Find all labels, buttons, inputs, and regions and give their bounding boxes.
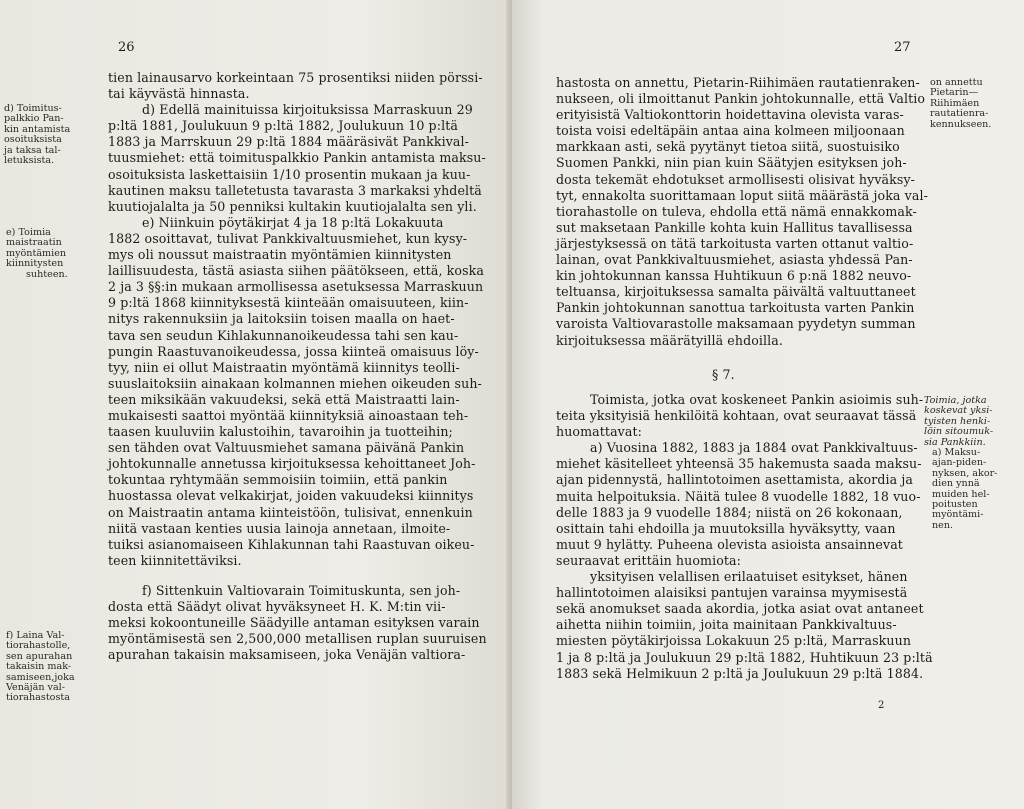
text-line: tuusmiehet: että toimituspalkkio Pankin antamista maksu-: [108, 150, 486, 166]
text-line: delle 1883 ja 9 vuodelle 1884; niistä on 26 kokonaan,: [556, 504, 903, 520]
text-line: 1 ja 8 p:ltä ja Joulukuun 29 p:ltä 1882, Huhtikuun 23 p:ltä: [556, 649, 933, 665]
margin-note-line: tiorahastolle,: [6, 640, 71, 652]
margin-note-line: f) Laina Val-: [6, 630, 65, 641]
margin-note-line: muiden hel-: [932, 488, 990, 500]
text-line: laillisuudesta, tästä asiasta siihen päätökseen, että, koska: [108, 263, 484, 279]
text-line: osoituksista laskettaisiin 1/10 prosentin mukaan ja kuu-: [108, 166, 471, 182]
text-line: osittain tahi ehdoilla ja muutoksilla hyväksytty, vaan: [556, 520, 896, 536]
text-line: hastosta on annettu, Pietarin-Riihimäen rautatienraken-: [556, 75, 920, 90]
margin-note-line: samiseen,joka: [6, 671, 75, 683]
text-line: on Maistraatin antama kiinteistöön, tulisivat, ennenkuin: [108, 504, 473, 520]
text-line: tai käyvästä hinnasta.: [108, 86, 250, 102]
margin-note-line: myöntämi-: [932, 509, 984, 521]
text-line: 9 p:ltä 1868 kiinnityksestä kiinteään omaisuuteen, kiin-: [108, 295, 469, 311]
text-line: sut maksetaan Pankille kohta kuin Hallitus tavallisessa: [556, 219, 913, 235]
text-line: d) Edellä mainituissa kirjoituksissa Marraskuun 29: [142, 102, 473, 118]
margin-note-line: suhteen.: [26, 268, 68, 280]
page-number-left: 26: [118, 40, 135, 55]
text-line: kuutiojalalta ja 50 penniksi kultakin kuutiojalalta sen yli.: [108, 198, 477, 214]
margin-note-toimia: [924, 396, 993, 448]
text-line: teita yksityisiä henkilöitä kohtaan, ovat seuraavat tässä: [556, 408, 917, 424]
margin-note-line: tyisten henki-: [924, 415, 991, 427]
right-page-text: [556, 75, 928, 349]
margin-note-line: d) Toimitus-: [4, 103, 62, 114]
text-line: tien lainausarvo korkeintaan 75 prosentiksi niiden pörssi-: [108, 70, 483, 85]
text-line: sekä anomukset saada akordia, jotka asiat ovat antaneet: [556, 601, 924, 617]
text-line: miehet käsitelleet yhteensä 35 hakemusta saada maksu-: [556, 456, 922, 472]
margin-note-line: osoituksista: [4, 134, 62, 146]
text-line: tokuntaa ryhtymään semmoisiin toimiin, että pankin: [108, 472, 448, 488]
text-line: 2 ja 3 §§:in mukaan armollisessa asetuksessa Marraskuun: [108, 279, 484, 295]
text-line: f) Sittenkuin Valtiovarain Toimituskunta, sen joh-: [142, 582, 461, 598]
text-line: yksityisen velallisen erilaatuiset esitykset, hänen: [590, 569, 908, 585]
text-line: varoista Valtiovarastolle maksamaan pyydetyn summan: [556, 316, 916, 332]
margin-note-line: maistraatin: [6, 237, 62, 249]
right-page: [512, 0, 1024, 809]
margin-note-line: myöntämien: [6, 247, 67, 259]
text-line: tyt, ennakolta suorittamaan loput siitä määrästä joka val-: [556, 187, 928, 203]
margin-note-line: Riihimäen: [930, 97, 980, 109]
text-line: huostassa olevat velkakirjat, joiden vakuudeksi kiinnitys: [108, 488, 474, 504]
page-number-right: 27: [894, 40, 911, 55]
text-line: tyy, niin ei ollut Maistraatin myöntämä kiinnitys teolli-: [108, 359, 460, 375]
text-line: Pankin johtokunnan sanottua tarkoitusta varten Pankin: [556, 300, 915, 316]
margin-note-line: dien ynnä: [932, 478, 980, 490]
margin-note-line: kin antamista: [4, 123, 71, 135]
text-line: lainan, ovat Pankkivaltuusmiehet, asiasta yhdessä Pan-: [556, 252, 913, 268]
text-line: teltuansa, kirjoituksessa samalta päivältä valtuuttaneet: [556, 284, 916, 300]
text-line: teen miksikään vakuudeksi, sekä että Maistraatti lain-: [108, 391, 460, 407]
text-line: muita helpoituksia. Näitä tulee 8 vuodelle 1882, 18 vuo-: [556, 488, 921, 504]
margin-note-line: nyksen, akor-: [932, 467, 998, 479]
margin-note-line: rautatienra-: [930, 108, 989, 120]
margin-note-a: [932, 448, 997, 531]
text-line: taasen kuuluviin kalustoihin, tavaroihin ja tuotteihin;: [108, 424, 453, 440]
text-line: p:ltä 1881, Joulukuun 9 p:ltä 1882, Joulukuun 10 p:ltä: [108, 118, 458, 134]
text-line: markkaan asti, sekä pyytänyt tietoa siitä, suostuisiko: [556, 139, 900, 155]
section-heading: § 7.: [712, 367, 735, 382]
margin-note-line: kiinnitysten: [6, 258, 64, 270]
margin-note-line: Pietarin—: [930, 87, 979, 99]
text-line: e) Niinkuin pöytäkirjat 4 ja 18 p:ltä Lokakuuta: [142, 214, 444, 230]
margin-note-line: Venäjän val-: [6, 682, 65, 694]
text-line: nukseen, oli ilmoittanut Pankin johtokunnalle, että Valtio: [556, 91, 926, 107]
text-line: 1883 ja Marrskuun 29 p:ltä 1884 määräsivät Pankkival-: [108, 134, 470, 150]
margin-note-line: löin sitoumuk-: [924, 426, 994, 438]
text-line: a) Vuosina 1882, 1883 ja 1884 ovat Pankkivaltuus-: [590, 440, 918, 456]
text-line: kin johtokunnan kanssa Huhtikuun 6 p:nä 1882 neuvo-: [556, 268, 912, 284]
text-line: nitys rakennuksiin ja laitoksiin toisen maalla on haet-: [108, 311, 455, 327]
text-line: niitä vastaan kenties uusia lainoja annetaan, ilmoite-: [108, 520, 451, 536]
text-line: johtokunnalle annetussa kirjoituksessa kehoittaneet Joh-: [108, 456, 476, 472]
text-line: 1883 sekä Helmikuun 2 p:ltä ja Joulukuun 29 p:ltä 1884.: [556, 665, 924, 681]
margin-note-railway: [930, 78, 991, 130]
text-line: dosta tekemät ehdotukset armollisesti olisivat hyväksy-: [556, 171, 916, 187]
margin-note-line: nen.: [932, 519, 954, 531]
text-line: aihetta niihin toimiin, joita mainitaan Pankkivaltuus-: [556, 617, 897, 633]
text-line: miesten pöytäkirjoissa Lokakuun 25 p:ltä, Marraskuun: [556, 633, 912, 649]
margin-note-line: sen apurahan: [6, 650, 73, 662]
text-line: suuslaitoksiin ainakaan kolmannen miehen oikeuden suh-: [108, 375, 482, 391]
margin-note-d: [4, 104, 70, 166]
text-line: seuraavat erittäin huomiota:: [556, 552, 741, 568]
signature-mark: 2: [878, 700, 885, 711]
text-line: mys oli noussut maistraatin myöntämien kiinnitysten: [108, 247, 452, 263]
text-line: hallintotoimen alaisiksi pantujen varainsa myymisestä: [556, 585, 908, 601]
margin-note-line: sia Pankkiin.: [924, 436, 986, 448]
left-page-text: [108, 70, 487, 663]
text-line: apurahan takaisin maksamiseen, joka Venäjän valtiora-: [108, 647, 466, 663]
text-line: järjestyksessä on tätä tarkoitusta varten ottanut valtio-: [556, 235, 914, 251]
margin-note-f: [6, 631, 75, 704]
text-line: Toimista, jotka ovat koskeneet Pankin asioimis suh-: [590, 392, 924, 407]
text-line: pungin Raastuvanoikeudessa, jossa kiinteä omaisuus löy-: [108, 343, 479, 359]
margin-note-line: a) Maksu-: [932, 447, 981, 458]
text-line: meksi kokoontuneille Säädyille antaman esityksen varain: [108, 615, 480, 631]
margin-note-line: on annettu: [930, 77, 983, 88]
text-line: kautinen maksu talletetusta tavarasta 3 markaksi yhdeltä: [108, 182, 482, 198]
text-line: myöntämisestä sen 2,500,000 metallisen ruplan suuruisen: [108, 631, 487, 647]
text-line: tuiksi asianomaiseen Kihlakunnan tahi Raastuvan oikeu-: [108, 536, 475, 552]
text-line: 1882 osoittavat, tulivat Pankkivaltuusmiehet, kun kysy-: [108, 230, 468, 246]
text-line: erityisistä Valtiokonttorin hoidettavina olevista varas-: [556, 107, 904, 123]
right-page-text-2: [556, 392, 933, 682]
margin-note-line: takaisin mak-: [6, 661, 72, 673]
text-line: toista voisi edeltäpäin antaa aina kolmeen miljoonaan: [556, 123, 905, 139]
text-line: tiorahastolle on tuleva, ehdolla että nämä ennakkomak-: [556, 203, 917, 219]
margin-note-line: poitusten: [932, 499, 978, 511]
margin-note-line: e) Toimia: [6, 227, 51, 238]
margin-note-e: [6, 228, 68, 280]
text-line: muut 9 hylätty. Puheena olevista asioista ansainnevat: [556, 536, 903, 552]
text-line: teen kiinnitettäviksi.: [108, 552, 242, 568]
margin-note-line: palkkio Pan-: [4, 113, 64, 125]
margin-note-line: koskevat yksi-: [924, 405, 993, 417]
margin-note-line: ajan-piden-: [932, 457, 987, 469]
text-line: dosta että Säädyt olivat hyväksyneet H. K. M:tin vii-: [108, 599, 446, 614]
margin-note-line: kennukseen.: [930, 118, 992, 130]
margin-note-line: ja taksa tal-: [4, 144, 61, 156]
text-line: sen tähden ovat Valtuusmiehet samana päivänä Pankin: [108, 440, 465, 456]
text-line: ajan pidennystä, hallintotoimen asettamista, akordia ja: [556, 472, 913, 488]
margin-note-line: Toimia, jotka: [924, 395, 987, 406]
margin-note-line: letuksista.: [4, 155, 55, 167]
text-line: kirjoituksessa määrätyillä ehdoilla.: [556, 332, 784, 348]
text-line: mukaisesti saattoi myöntää kiinnityksiä ainoastaan teh-: [108, 407, 469, 423]
margin-note-line: tiorahastosta: [6, 692, 70, 704]
text-line: tava sen seudun Kihlakunnanoikeudessa tahi sen kau-: [108, 327, 459, 343]
text-line: Suomen Pankki, niin pian kuin Säätyjen esityksen joh-: [556, 155, 907, 171]
text-line: huomattavat:: [556, 424, 643, 440]
